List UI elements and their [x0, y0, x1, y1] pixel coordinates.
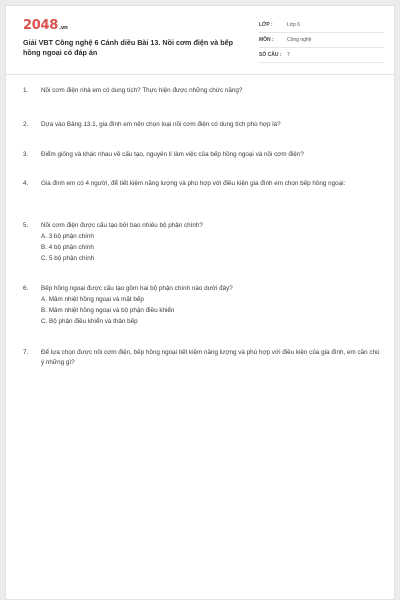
meta-key: LỚP :	[259, 22, 273, 28]
answer-option-c: C. 5 bộ phận chính	[41, 255, 95, 262]
site-logo[interactable]	[23, 18, 68, 33]
meta-row-subject	[259, 33, 384, 48]
question-list	[23, 86, 380, 378]
meta-info	[259, 18, 384, 63]
answer-option-b: B. Mâm nhiệt hồng ngoại và bộ phận điều khiển	[41, 307, 175, 314]
document-page	[5, 5, 395, 600]
logo-domain: .vn	[58, 25, 68, 31]
question-text: Nồi cơm điện nhà em có dung tích? Thực hiện được những chức năng?	[41, 87, 243, 94]
document-header	[6, 6, 394, 70]
question-number: 4.	[23, 180, 29, 187]
meta-value: Lớp 6	[287, 22, 301, 28]
meta-value: 7	[287, 52, 290, 58]
answer-option-c: C. Bộ phận điều khiển và thân bếp	[41, 318, 138, 325]
question-number: 5.	[23, 222, 29, 229]
question-text: Để lựa chọn được nồi cơm điện, bếp hồng ngoại tiết kiệm năng lượng và phù hợp với điều kiện của gia đình, em cần chú ý những gì?	[41, 349, 380, 366]
question-text: Dựa vào Bảng 13.1, gia đình em nên chọn loại nồi cơm điện có dung tích phù hợp là?	[41, 121, 281, 128]
question-text: Gia đình em có 4 người, để tiết kiệm năng lượng và phù hợp với điều kiện gia đình em chọn bếp hồng ngoại:	[41, 180, 346, 187]
meta-value: Công nghệ	[287, 37, 312, 43]
question-body	[41, 284, 380, 348]
question-text: Nồi cơm điện được cấu tạo bởi bao nhiêu bộ phận chính?	[41, 222, 203, 229]
meta-key: SỐ CÂU :	[259, 52, 282, 58]
header-divider	[6, 74, 394, 75]
question-3	[23, 150, 380, 179]
answer-option-b: B. 4 bộ phận chính	[41, 244, 94, 251]
document-title: Giải VBT Công nghệ 6 Cánh diều Bài 13. Nồi cơm điện và bếp hồng ngoại có đáp án	[23, 38, 233, 57]
question-number: 6.	[23, 285, 29, 292]
meta-row-count	[259, 48, 384, 63]
answer-option-a: A. Mâm nhiệt hồng ngoại và mặt bếp	[41, 296, 144, 303]
question-body	[41, 221, 380, 284]
question-5	[23, 221, 380, 284]
question-number: 7.	[23, 349, 29, 356]
meta-key: MÔN :	[259, 37, 274, 43]
question-4	[23, 179, 380, 221]
question-number: 2.	[23, 121, 29, 128]
question-number: 3.	[23, 151, 29, 158]
question-number: 1.	[23, 87, 29, 94]
answer-option-a: A. 3 bộ phận chính	[41, 233, 94, 240]
question-6	[23, 284, 380, 348]
logo-text: 2048	[23, 18, 58, 33]
question-text: Điểm giống và khác nhau về cấu tạo, nguyên lí làm việc của bếp hồng ngoại và nồi cơm điện?	[41, 151, 304, 158]
question-2	[23, 120, 380, 150]
question-7	[23, 348, 380, 378]
question-text: Bếp hồng ngoại được cấu tạo gồm hai bộ phận chính nào dưới đây?	[41, 285, 233, 292]
question-1	[23, 86, 380, 120]
meta-row-class	[259, 18, 384, 33]
